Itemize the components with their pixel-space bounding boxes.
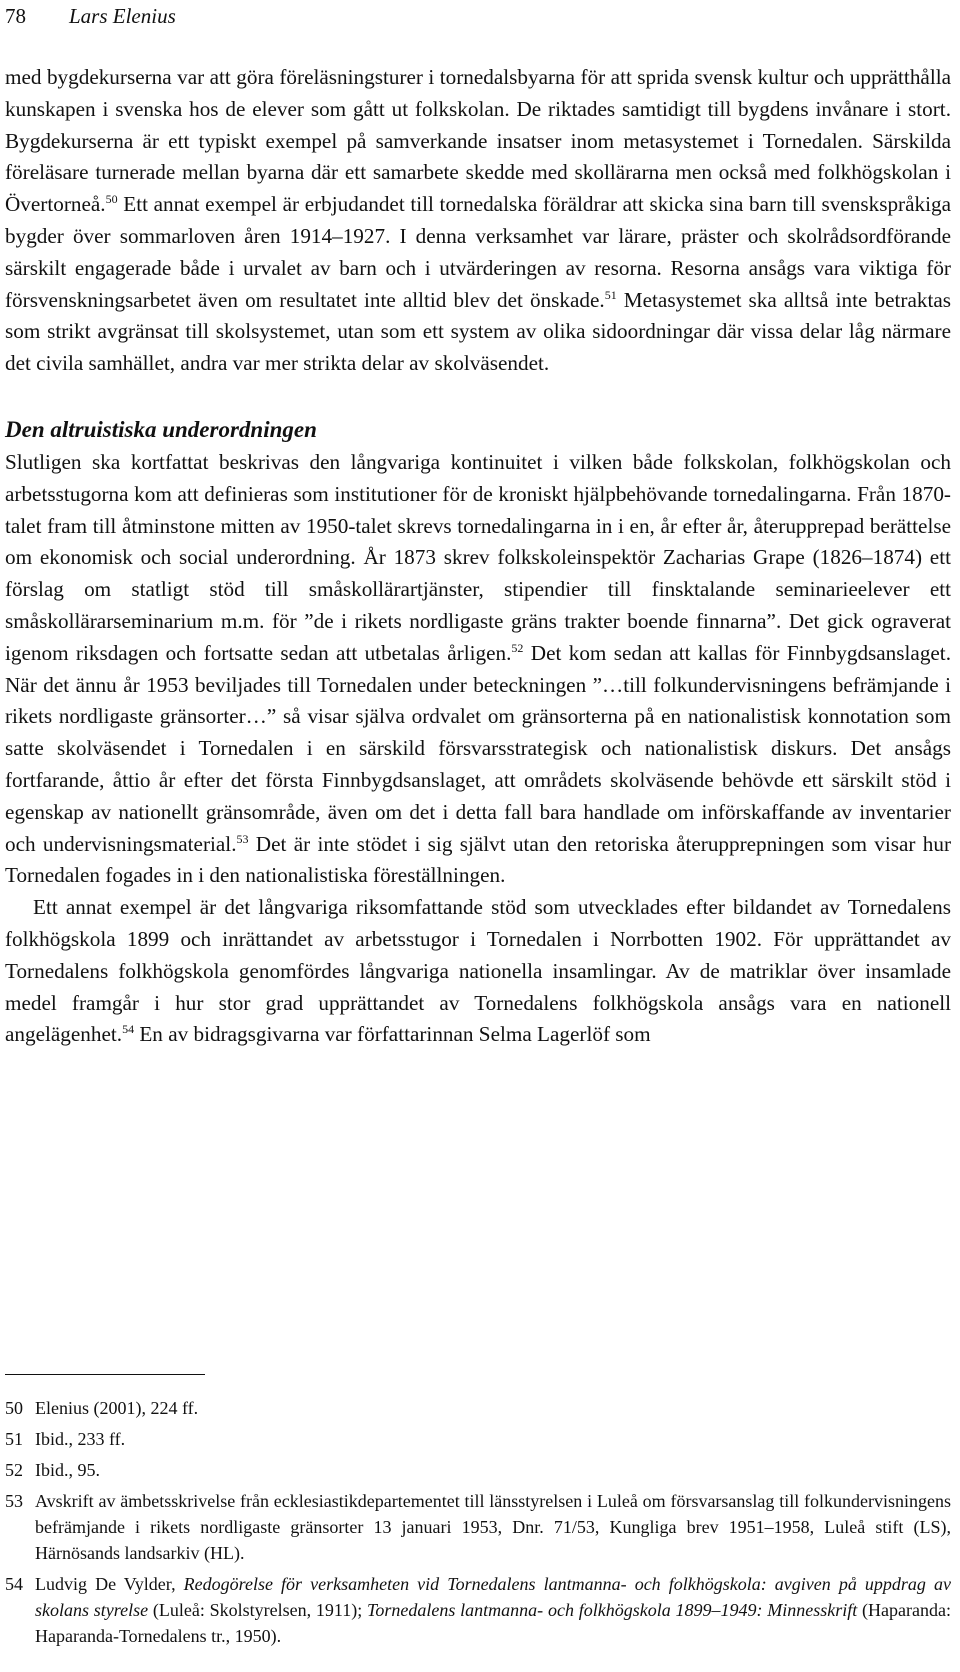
footnote-text-c: (Luleå: Skolstyrelsen, 1911); <box>148 1600 368 1620</box>
footnote-ref-54[interactable]: 54 <box>122 1022 135 1037</box>
paragraph-2-text-b: Det kom sedan att kallas för Finnbygdsanslaget. När det ännu år 1953 beviljades till Tornedalen under beteckningen ”…till folkundervisningens befrämjande i rikets nordligaste gränsorter…” så visar själva ordvalet om gränsorterna på en nationalistisk konnotation som satte skolväsendet i Tornedalen i en särskild försvarsstrategisk och nationalistisk diskurs. Det ansågs fortfarande, åttio år efter det första Finnbygdsanslaget, att områdets skolväsende behövde ett särskilt stöd i egenskap av nationellt gränsområde, även om det i detta fall bara handlade om införskaffande av inventarier och undervisningsmaterial. <box>5 640 951 856</box>
footnote-ref-50[interactable]: 50 <box>105 192 118 207</box>
footnote-text: Elenius (2001), 224 ff. <box>35 1398 199 1418</box>
paragraph-1 <box>5 62 951 380</box>
paragraph-3 <box>5 892 951 1051</box>
footnote-text-e: (Haparanda: Haparanda-Tornedalens tr., 1950). <box>35 1600 951 1646</box>
footnote-separator <box>5 1374 205 1375</box>
footnote-text-a: Ludvig De Vylder, <box>35 1574 184 1594</box>
footnote-54 <box>5 1571 951 1649</box>
footnote-title-2: Tornedalens lantmanna- och folkhögskola 1899–1949: Minnesskrift <box>367 1600 858 1620</box>
footnote-50 <box>5 1395 951 1421</box>
body-text <box>5 62 951 1051</box>
footnote-ref-53[interactable]: 53 <box>236 831 249 846</box>
running-author: Lars Elenius <box>69 4 176 28</box>
footnote-ref-51[interactable]: 51 <box>604 287 617 302</box>
page-number: 78 <box>5 4 26 28</box>
footnote-text: Ibid., 95. <box>35 1460 100 1480</box>
footnote-number: 51 <box>5 1429 23 1449</box>
footnote-title-1: Redogörelse för verksamheten vid Tornedalens lantmanna- och folkhögskola: avgiven på uppdrag av skolans styrelse <box>35 1574 951 1620</box>
paragraph-3-text-a: Ett annat exempel är det långvariga riksomfattande stöd som utvecklades efter bildandet av Tornedalens folkhögskola 1899 och inrättandet av arbetsstugor i Tornedalen i Norrbotten 1902. För upprättandet av Tornedalens folkhögskola genomfördes långvariga nationella insamlingar. Av de matriklar över insamlade medel framgår i hur stor grad upprättandet av Tornedalens folkhögskola ansågs vara en nationell angelägenhet. <box>5 895 951 1047</box>
paragraph-2-text-a: Slutligen ska kortfattat beskrivas den långvariga kontinuitet i vilken både folkskolan, folkhögskolan och arbetsstugorna kom att definieras som institutioner för de kroniskt hjälpbehövande tornedalingarna. Från 1870-talet fram till åtminstone mitten av 1950-talet skrevs tornedalingarna in i en, år efter år, återupprepad berättelse om ekonomisk och social underordning. År 1873 skrev folkskoleinspektör Zacharias Grape (1826–1874) ett förslag om statligt stöd till småskollärartjänster, stipendier till finsktalande seminarieelever ett småskollärarseminarium m.m. för ”de i rikets nordligaste gräns trakter boende finnarna”. Det gick ograverat igenom riksdagen och fortsatte sedan att utbetalas årligen. <box>5 449 951 665</box>
footnote-53 <box>5 1488 951 1566</box>
footnote-number: 54 <box>5 1574 23 1594</box>
footnote-51 <box>5 1426 951 1452</box>
section-heading: Den altruistiska underordningen <box>5 416 317 442</box>
footnote-text: Ibid., 233 ff. <box>35 1429 126 1449</box>
footnotes <box>5 1395 951 1654</box>
paragraph-1-text-a: med bygdekurserna var att göra föreläsningsturer i tornedalsbyarna för att sprida svensk kultur och upprätthålla kunskapen i svenska hos de elever som gått ut folkskolan. De riktades samtidigt till bygdens invånare i stort. Bygdekurserna är ett typiskt exempel på samverkande insatser inom metasystemet i Tornedalen. Särskilda föreläsare turnerade mellan byarna där ett samarbete skedde med skollärarna men också med folkhögskolan i Övertorneå. <box>5 65 951 217</box>
footnote-ref-52[interactable]: 52 <box>511 640 524 655</box>
footnote-number: 53 <box>5 1491 23 1511</box>
paragraph-2-text-c: Det är inte stödet i sig självt utan den retoriska återupprepningen som visar hur Tornedalen fogades in i den nationalistiska föreställningen. <box>5 831 952 888</box>
running-header <box>5 4 176 29</box>
paragraph-1-text-b: Ett annat exempel är erbjudandet till tornedalska föräldrar att skicka sina barn till svenskspråkiga bygder över sommarloven åren 1914–1927. I denna verksamhet var lärare, präster och skolrådsordförande särskilt engagerade både i urvalet av barn och i utvärderingen av resorna. Resorna ansågs vara viktiga för försvenskningsarbetet även om resultatet inte alltid blev det önskade. <box>5 192 951 312</box>
paragraph-3-text-b: En av bidragsgivarna var författarinnan Selma Lagerlöf som <box>134 1022 651 1047</box>
footnote-text: Avskrift av ämbetsskrivelse från ecklesiastikdepartementet till länsstyrelsen i Luleå om försvarsanslag till folkundervisningens befrämjande i rikets nordligaste gränsorter 13 januari 1953, Dnr. 71/53, Kungliga brev 1951–1958, Luleå stift (LS), Härnösands landsarkiv (HL). <box>35 1491 951 1563</box>
paragraph-2 <box>5 447 951 892</box>
footnote-number: 50 <box>5 1398 23 1418</box>
footnote-number: 52 <box>5 1460 23 1480</box>
paragraph-1-text-c: Metasystemet ska alltså inte betraktas som strikt avgränsat till skolsystemet, utan som ett system av olika sidoordningar där vissa delar låg närmare det civila samhället, andra var mer strikta delar av skolväsendet. <box>5 287 951 376</box>
footnote-52 <box>5 1457 951 1483</box>
